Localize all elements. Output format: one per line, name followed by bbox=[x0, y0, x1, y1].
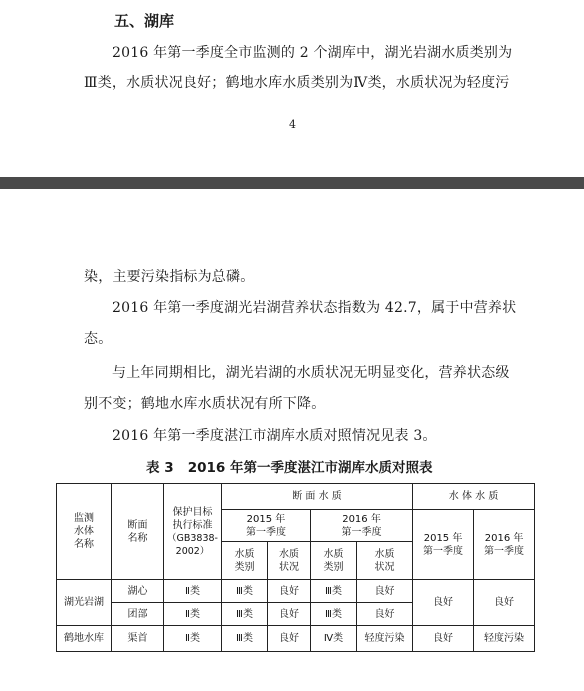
header-wb-2015-q1: 2015 年 第一季度 bbox=[413, 510, 474, 580]
cell-q2015-status: 良好 bbox=[268, 603, 311, 626]
header-section-name: 断面 名称 bbox=[112, 484, 164, 580]
cell-q2015-category: Ⅲ类 bbox=[222, 580, 268, 603]
table-row bbox=[57, 626, 535, 652]
paragraph-line: 2016 年第一季度湛江市湖库水质对照情况见表 3。 bbox=[112, 428, 437, 444]
header-condition-2016: 水质 状况 bbox=[357, 542, 413, 580]
paragraph-line: 染，主要污染指标为总磷。 bbox=[84, 269, 255, 285]
header-2015-q1: 2015 年 第一季度 bbox=[222, 510, 311, 542]
cell-q2016-status: 轻度污染 bbox=[357, 626, 413, 652]
header-protection-target: 保护目标 执行标准 （GB3838- 2002） bbox=[164, 484, 222, 580]
header-water-body: 监测 水体 名称 bbox=[57, 484, 112, 580]
header-wb-2016-q1: 2016 年 第一季度 bbox=[474, 510, 535, 580]
cell-water-body: 鹤地水库 bbox=[57, 626, 112, 652]
cell-wb-2016: 良好 bbox=[474, 580, 535, 626]
header-2016-q1: 2016 年 第一季度 bbox=[311, 510, 413, 542]
cell-q2016-status: 良好 bbox=[357, 580, 413, 603]
page-number: 4 bbox=[289, 118, 296, 131]
cell-target: Ⅱ类 bbox=[164, 626, 222, 652]
cell-section: 团部 bbox=[112, 603, 164, 626]
paragraph-line: 别不变；鹤地水库水质状况有所下降。 bbox=[84, 396, 326, 412]
header-section-quality: 断 面 水 质 bbox=[222, 484, 413, 510]
cell-section: 湖心 bbox=[112, 580, 164, 603]
header-waterbody-quality: 水 体 水 质 bbox=[413, 484, 535, 510]
header-category-2015: 水质 类别 bbox=[222, 542, 268, 580]
table-caption: 表 3 2016 年第一季度湛江市湖库水质对照表 bbox=[146, 460, 433, 476]
cell-q2016-category: Ⅳ类 bbox=[311, 626, 357, 652]
cell-q2016-category: Ⅲ类 bbox=[311, 580, 357, 603]
cell-target: Ⅱ类 bbox=[164, 603, 222, 626]
cell-q2016-status: 良好 bbox=[357, 603, 413, 626]
paragraph-line: Ⅲ类，水质状况良好；鹤地水库水质类别为Ⅳ类，水质状况为轻度污 bbox=[84, 75, 510, 91]
cell-wb-2016: 轻度污染 bbox=[474, 626, 535, 652]
cell-q2015-category: Ⅲ类 bbox=[222, 626, 268, 652]
cell-wb-2015: 良好 bbox=[413, 580, 474, 626]
cell-section: 渠首 bbox=[112, 626, 164, 652]
water-quality-table bbox=[56, 483, 535, 652]
paragraph-line: 与上年同期相比，湖光岩湖的水质状况无明显变化，营养状态级 bbox=[112, 365, 510, 381]
cell-target: Ⅱ类 bbox=[164, 580, 222, 603]
paragraph-line: 2016 年第一季度全市监测的 2 个湖库中，湖光岩湖水质类别为 bbox=[112, 45, 513, 61]
section-heading: 五、湖库 bbox=[114, 12, 175, 30]
paragraph-line: 态。 bbox=[84, 331, 113, 347]
cell-wb-2015: 良好 bbox=[413, 626, 474, 652]
cell-q2015-status: 良好 bbox=[268, 626, 311, 652]
header-condition-2015: 水质 状况 bbox=[268, 542, 311, 580]
cell-water-body: 湖光岩湖 bbox=[57, 580, 112, 626]
paragraph-line: 2016 年第一季度湖光岩湖营养状态指数为 42.7，属于中营养状 bbox=[112, 300, 517, 316]
table-row bbox=[57, 580, 535, 603]
cell-q2015-category: Ⅲ类 bbox=[222, 603, 268, 626]
cell-q2016-category: Ⅲ类 bbox=[311, 603, 357, 626]
cell-q2015-status: 良好 bbox=[268, 580, 311, 603]
page-top bbox=[0, 0, 584, 177]
page-separator bbox=[0, 177, 584, 189]
header-category-2016: 水质 类别 bbox=[311, 542, 357, 580]
